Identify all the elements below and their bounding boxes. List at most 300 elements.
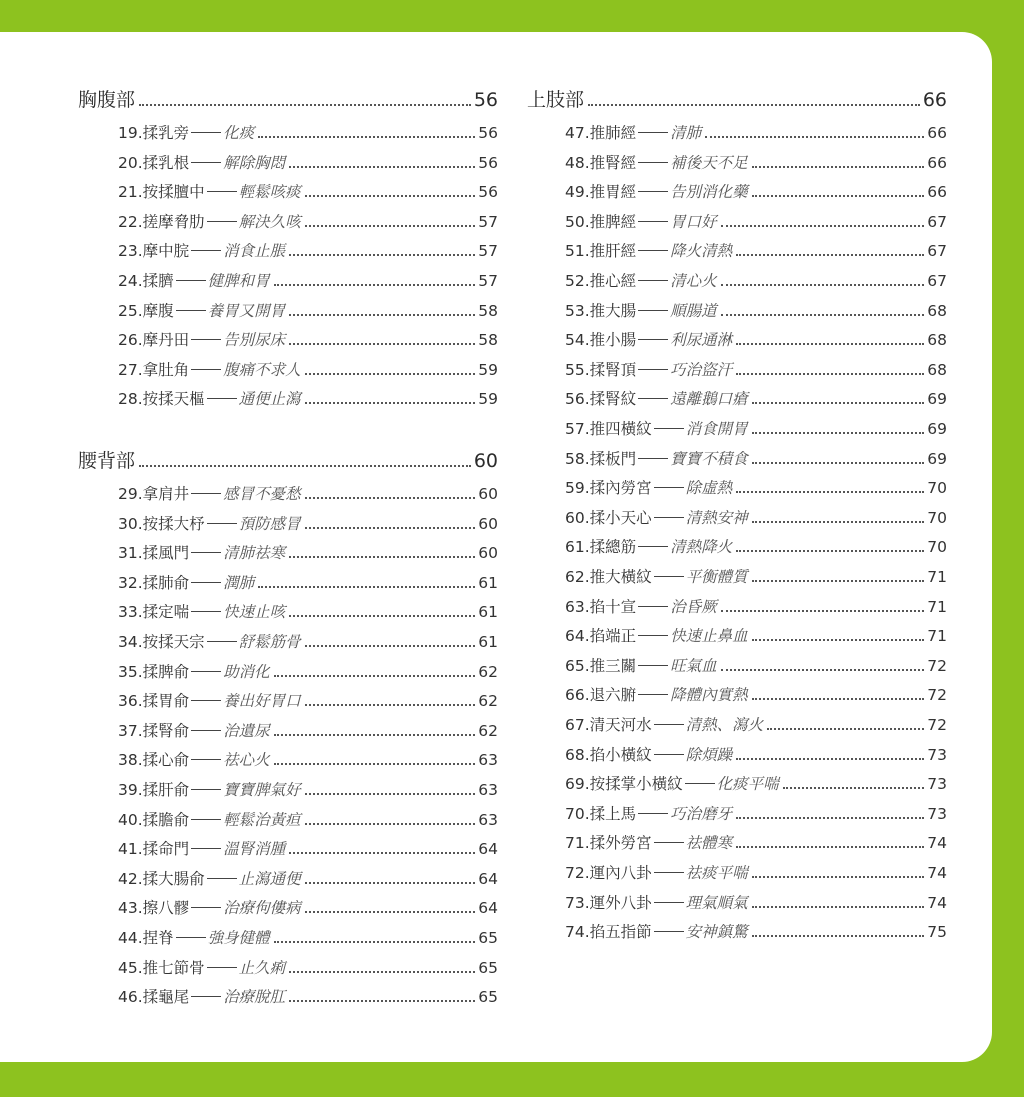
dot-leader: [289, 615, 475, 617]
entry-number: 55.: [565, 360, 590, 379]
entry-number: 53.: [565, 301, 590, 320]
em-dash: [191, 132, 221, 133]
em-dash: [191, 493, 221, 494]
section-page-number: 66: [922, 89, 947, 111]
em-dash: [638, 398, 668, 399]
dot-leader: [588, 104, 920, 106]
entry-technique: 摩中脘: [142, 242, 190, 261]
dot-leader: [721, 225, 925, 227]
em-dash: [176, 310, 206, 311]
entry-page-number: 71: [927, 568, 947, 586]
entry-page-number: 69: [927, 420, 947, 438]
dot-leader: [752, 639, 925, 641]
entry-benefit: 消食開胃: [685, 420, 748, 438]
entry-technique: 推三關: [589, 656, 637, 675]
entry-benefit: 通便止瀉: [238, 390, 301, 409]
entry-benefit: 利尿通淋: [670, 331, 733, 350]
entry-benefit: 降火清熱: [670, 242, 733, 261]
dot-leader: [721, 284, 925, 286]
dot-leader: [752, 402, 925, 404]
entry-number: 20.: [118, 153, 143, 172]
entry-benefit: 除煩躁: [685, 745, 733, 764]
dot-leader: [274, 734, 476, 736]
toc-entry[interactable]: [565, 537, 947, 557]
em-dash: [191, 848, 221, 849]
em-dash: [191, 700, 221, 701]
em-dash: [191, 611, 221, 612]
entry-page-number: 57: [478, 242, 498, 261]
entry-technique: 掐五指節: [589, 923, 652, 942]
entry-technique: 推小腸: [589, 331, 637, 350]
entry-page-number: 71: [927, 597, 947, 616]
entry-technique: 推肝經: [589, 242, 637, 261]
em-dash: [654, 428, 684, 429]
entry-benefit: 預防感冒: [238, 514, 301, 533]
toc-entry[interactable]: [565, 301, 947, 321]
entry-number: 29.: [118, 485, 143, 503]
entry-page-number: 61: [478, 633, 498, 651]
entry-benefit: 快速止咳: [223, 603, 286, 622]
entry-page-number: 65: [478, 958, 498, 977]
em-dash: [176, 937, 206, 938]
toc-entry[interactable]: [565, 241, 947, 261]
entry-number: 44.: [118, 929, 143, 947]
entry-number: 28.: [118, 390, 143, 409]
entry-number: 37.: [118, 721, 143, 740]
entry-number: 62.: [565, 568, 590, 586]
em-dash: [207, 878, 237, 879]
entry-benefit: 養胃又開胃: [207, 301, 286, 320]
em-dash: [191, 339, 221, 340]
entry-page-number: 71: [927, 627, 947, 646]
entry-technique: 運外八卦: [589, 893, 652, 912]
em-dash: [191, 250, 221, 251]
entry-number: 33.: [118, 603, 143, 622]
section-heading: [78, 89, 498, 111]
dot-leader: [305, 225, 476, 227]
dot-leader: [752, 521, 925, 523]
entry-number: 69.: [565, 775, 590, 794]
entry-page-number: 63: [478, 810, 498, 829]
em-dash: [638, 250, 668, 251]
dot-leader: [736, 373, 924, 375]
entry-technique: 拿肚角: [142, 360, 190, 379]
dot-leader: [289, 314, 475, 316]
entry-number: 61.: [565, 538, 590, 557]
entry-number: 57.: [565, 420, 590, 438]
entry-page-number: 56: [478, 153, 498, 172]
entry-page-number: 66: [927, 124, 947, 142]
entry-technique: 推七節骨: [142, 958, 205, 977]
em-dash: [207, 523, 237, 524]
dot-leader: [721, 669, 925, 671]
toc-entry[interactable]: [565, 212, 947, 232]
entry-technique: 按揉天宗: [142, 633, 205, 651]
entry-benefit: 理氣順氣: [685, 893, 748, 912]
entry-benefit: 降體內實熱: [670, 686, 748, 705]
entry-technique: 揉定喘: [142, 603, 190, 622]
toc-entry[interactable]: [565, 360, 947, 380]
entry-page-number: 68: [927, 301, 947, 320]
entry-number: 54.: [565, 331, 590, 350]
em-dash: [654, 931, 684, 932]
entry-number: 24.: [118, 272, 143, 290]
dot-leader: [305, 793, 476, 795]
entry-benefit: 舒鬆筋骨: [238, 633, 301, 651]
em-dash: [638, 813, 668, 814]
entry-number: 60.: [565, 508, 590, 527]
em-dash: [638, 369, 668, 370]
toc-entry[interactable]: [565, 123, 947, 143]
em-dash: [638, 280, 668, 281]
dot-leader: [767, 728, 924, 730]
toc-entry[interactable]: [565, 330, 947, 350]
entry-page-number: 56: [478, 183, 498, 202]
entry-benefit: 潤肺: [223, 573, 255, 592]
entry-technique: 揉脾俞: [142, 662, 190, 681]
entry-technique: 揉總筋: [589, 538, 637, 557]
entry-benefit: 清熱安神: [685, 508, 748, 527]
toc-entry[interactable]: [565, 478, 947, 498]
toc-entry[interactable]: [118, 514, 498, 534]
toc-entry[interactable]: [565, 626, 947, 646]
dot-leader: [721, 610, 925, 612]
entry-number: 35.: [118, 662, 143, 681]
toc-entry[interactable]: [565, 389, 947, 409]
toc-entry[interactable]: [118, 958, 498, 978]
dot-leader: [736, 846, 924, 848]
entry-technique: 推腎經: [589, 153, 637, 172]
entry-number: 26.: [118, 331, 143, 350]
entry-page-number: 74: [927, 834, 947, 853]
em-dash: [638, 310, 668, 311]
toc-entry[interactable]: [118, 330, 498, 350]
dot-leader: [752, 935, 925, 937]
entry-benefit: 治療脫肛: [223, 988, 286, 1007]
entry-page-number: 68: [927, 331, 947, 350]
dot-leader: [305, 823, 476, 825]
toc-entry[interactable]: [565, 774, 947, 794]
toc-entry[interactable]: [565, 715, 947, 735]
section-page-number: 60: [473, 450, 498, 472]
entry-technique: 按揉掌小橫紋: [589, 775, 683, 794]
dot-leader: [289, 254, 475, 256]
entry-technique: 按揉膻中: [142, 183, 205, 202]
entry-page-number: 62: [478, 692, 498, 711]
toc-entry[interactable]: [565, 745, 947, 765]
entry-page-number: 65: [478, 929, 498, 947]
entry-number: 39.: [118, 781, 143, 799]
entry-technique: 運內八卦: [589, 864, 652, 882]
dot-leader: [289, 1000, 475, 1002]
entry-technique: 拿肩井: [142, 485, 190, 503]
toc-entry[interactable]: [118, 987, 498, 1007]
em-dash: [207, 191, 237, 192]
entry-benefit: 平衡體質: [685, 568, 748, 586]
dot-leader: [305, 911, 476, 913]
dot-leader: [139, 465, 471, 467]
dot-leader: [752, 166, 925, 168]
entry-benefit: 巧治磨牙: [670, 804, 733, 823]
entry-benefit: 補後天不足: [670, 153, 748, 172]
toc-entry[interactable]: [118, 898, 498, 918]
em-dash: [191, 582, 221, 583]
toc-entry[interactable]: [565, 153, 947, 173]
dot-leader: [139, 104, 471, 106]
entry-number: 70.: [565, 804, 590, 823]
entry-page-number: 67: [927, 212, 947, 231]
entry-benefit: 清心火: [670, 272, 717, 290]
toc-entry[interactable]: [565, 419, 947, 439]
entry-technique: 揉上馬: [589, 804, 637, 823]
em-dash: [638, 132, 668, 133]
entry-number: 45.: [118, 958, 143, 977]
entry-technique: 擦八髎: [142, 899, 190, 918]
entry-benefit: 輕鬆咳痰: [238, 183, 301, 202]
entry-technique: 揉胃俞: [142, 692, 190, 711]
entry-technique: 揉大腸俞: [142, 869, 205, 888]
section-heading: [78, 450, 498, 472]
entry-technique: 揉外勞宮: [589, 834, 652, 853]
toc-entry[interactable]: [565, 893, 947, 913]
em-dash: [191, 996, 221, 997]
toc-entry[interactable]: [118, 750, 498, 770]
entry-page-number: 60: [478, 514, 498, 533]
entry-page-number: 70: [927, 538, 947, 557]
em-dash: [638, 339, 668, 340]
entry-number: 36.: [118, 692, 143, 711]
toc-entry[interactable]: [118, 484, 498, 504]
toc-entry[interactable]: [565, 656, 947, 676]
entry-page-number: 62: [478, 662, 498, 681]
entry-page-number: 72: [927, 656, 947, 675]
entry-benefit: 清肺: [670, 124, 702, 142]
dot-leader: [274, 675, 476, 677]
entry-technique: 推脾經: [589, 212, 637, 231]
entry-benefit: 強身健體: [207, 929, 270, 947]
toc-entry[interactable]: [565, 863, 947, 883]
entry-number: 34.: [118, 633, 143, 651]
entry-technique: 搓摩脅肋: [142, 212, 205, 231]
entry-page-number: 63: [478, 781, 498, 799]
em-dash: [191, 162, 221, 163]
entry-number: 63.: [565, 597, 590, 616]
em-dash: [191, 730, 221, 731]
dot-leader: [258, 586, 475, 588]
entry-page-number: 68: [927, 360, 947, 379]
entry-benefit: 告別尿床: [223, 331, 286, 350]
entry-page-number: 67: [927, 272, 947, 290]
dot-leader: [274, 284, 476, 286]
entry-page-number: 61: [478, 573, 498, 592]
dot-leader: [289, 852, 475, 854]
toc-entry[interactable]: [118, 632, 498, 652]
entry-number: 74.: [565, 923, 590, 942]
dot-leader: [305, 373, 476, 375]
toc-entry[interactable]: [118, 810, 498, 830]
entry-benefit: 化痰: [223, 124, 255, 142]
dot-leader: [736, 343, 924, 345]
toc-entry[interactable]: [118, 153, 498, 173]
toc-entry[interactable]: [118, 869, 498, 889]
toc-entry[interactable]: [118, 271, 498, 291]
entry-technique: 揉乳旁: [142, 124, 190, 142]
toc-entry[interactable]: [565, 833, 947, 853]
entry-technique: 摩腹: [142, 301, 174, 320]
entry-number: 48.: [565, 153, 590, 172]
entry-technique: 捏脊: [142, 929, 174, 947]
dot-leader: [752, 195, 925, 197]
toc-entry[interactable]: [118, 241, 498, 261]
toc-entry[interactable]: [565, 597, 947, 617]
toc-entry[interactable]: [118, 573, 498, 593]
toc-entry[interactable]: [118, 123, 498, 143]
toc-entry[interactable]: [565, 182, 947, 202]
entry-benefit: 健脾和胃: [207, 272, 270, 290]
entry-technique: 揉乳根: [142, 153, 190, 172]
entry-technique: 清天河水: [589, 716, 652, 734]
toc-entry[interactable]: [118, 543, 498, 563]
entry-benefit: 溫腎消腫: [223, 840, 286, 859]
entry-page-number: 56: [478, 124, 498, 142]
entry-technique: 揉板門: [589, 449, 637, 468]
entry-page-number: 64: [478, 899, 498, 918]
dot-leader: [736, 758, 924, 760]
entry-benefit: 止久痢: [238, 958, 286, 977]
entry-technique: 揉龜尾: [142, 988, 190, 1007]
entry-page-number: 70: [927, 479, 947, 498]
dot-leader: [258, 136, 475, 138]
toc-entry[interactable]: [565, 685, 947, 705]
entry-number: 51.: [565, 242, 590, 261]
em-dash: [638, 694, 668, 695]
toc-entry[interactable]: [118, 691, 498, 711]
toc-entry[interactable]: [118, 839, 498, 859]
entry-page-number: 65: [478, 988, 498, 1007]
em-dash: [191, 789, 221, 790]
entry-technique: 揉命門: [142, 840, 190, 859]
entry-benefit: 腹痛不求人: [223, 360, 301, 379]
entry-number: 25.: [118, 301, 143, 320]
em-dash: [207, 221, 237, 222]
em-dash: [191, 907, 221, 908]
entry-benefit: 解決久咳: [238, 212, 301, 231]
dot-leader: [274, 763, 476, 765]
em-dash: [685, 783, 715, 784]
entry-page-number: 64: [478, 840, 498, 859]
entry-number: 38.: [118, 751, 143, 770]
entry-page-number: 60: [478, 485, 498, 503]
entry-technique: 揉腎紋: [589, 390, 637, 409]
entry-number: 56.: [565, 390, 590, 409]
toc-entry[interactable]: [565, 922, 947, 942]
toc-entry[interactable]: [118, 662, 498, 682]
entry-number: 73.: [565, 893, 590, 912]
em-dash: [207, 967, 237, 968]
entry-number: 65.: [565, 656, 590, 675]
entry-benefit: 輕鬆治黃疸: [223, 810, 301, 829]
dot-leader: [305, 527, 476, 529]
toc-entry[interactable]: [565, 449, 947, 469]
toc-entry[interactable]: [565, 271, 947, 291]
dot-leader: [289, 971, 475, 973]
entry-technique: 揉臍: [142, 272, 174, 290]
entry-technique: 揉風門: [142, 544, 190, 563]
toc-entry[interactable]: [118, 360, 498, 380]
entry-page-number: 61: [478, 603, 498, 622]
toc-entry[interactable]: [118, 928, 498, 948]
entry-technique: 揉膽俞: [142, 810, 190, 829]
toc-entry[interactable]: [118, 212, 498, 232]
entry-page-number: 72: [927, 686, 947, 705]
entry-benefit: 化痰平喘: [716, 775, 779, 794]
dot-leader: [736, 491, 924, 493]
entry-page-number: 75: [927, 923, 947, 942]
dot-leader: [736, 817, 924, 819]
dot-leader: [752, 432, 925, 434]
toc-entry[interactable]: [118, 182, 498, 202]
dot-leader: [274, 941, 476, 943]
entry-benefit: 助消化: [223, 662, 270, 681]
toc-entry[interactable]: [565, 508, 947, 528]
entry-page-number: 69: [927, 449, 947, 468]
entry-technique: 掐小橫紋: [589, 745, 652, 764]
entry-benefit: 治昏厥: [670, 597, 717, 616]
toc-entry[interactable]: [118, 721, 498, 741]
dot-leader: [752, 906, 925, 908]
entry-benefit: 寶寶脾氣好: [223, 781, 301, 799]
entry-number: 47.: [565, 124, 590, 142]
dot-leader: [289, 343, 475, 345]
toc-entry[interactable]: [565, 567, 947, 587]
toc-entry[interactable]: [118, 602, 498, 622]
em-dash: [654, 576, 684, 577]
entry-page-number: 73: [927, 745, 947, 764]
entry-benefit: 祛痰平喘: [685, 864, 748, 882]
entry-page-number: 62: [478, 721, 498, 740]
em-dash: [191, 671, 221, 672]
toc-entry[interactable]: [118, 301, 498, 321]
toc-entry[interactable]: [118, 389, 498, 409]
entry-number: 31.: [118, 544, 143, 563]
entry-number: 50.: [565, 212, 590, 231]
entry-benefit: 順腸道: [670, 301, 717, 320]
entry-number: 46.: [118, 988, 143, 1007]
dot-leader: [752, 876, 925, 878]
toc-entry[interactable]: [565, 804, 947, 824]
entry-technique: 掐端正: [589, 627, 637, 646]
em-dash: [207, 398, 237, 399]
dot-leader: [721, 314, 925, 316]
entry-technique: 揉小天心: [589, 508, 652, 527]
entry-page-number: 64: [478, 869, 498, 888]
dot-leader: [752, 698, 925, 700]
entry-number: 64.: [565, 627, 590, 646]
em-dash: [654, 872, 684, 873]
toc-entry[interactable]: [118, 780, 498, 800]
entry-number: 32.: [118, 573, 143, 592]
entry-benefit: 止瀉通便: [238, 869, 301, 888]
entry-number: 66.: [565, 686, 590, 705]
entry-page-number: 60: [478, 544, 498, 563]
entry-technique: 揉腎俞: [142, 721, 190, 740]
entry-number: 41.: [118, 840, 143, 859]
em-dash: [638, 191, 668, 192]
entry-page-number: 57: [478, 212, 498, 231]
dot-leader: [305, 497, 476, 499]
dot-leader: [305, 645, 476, 647]
entry-page-number: 67: [927, 242, 947, 261]
